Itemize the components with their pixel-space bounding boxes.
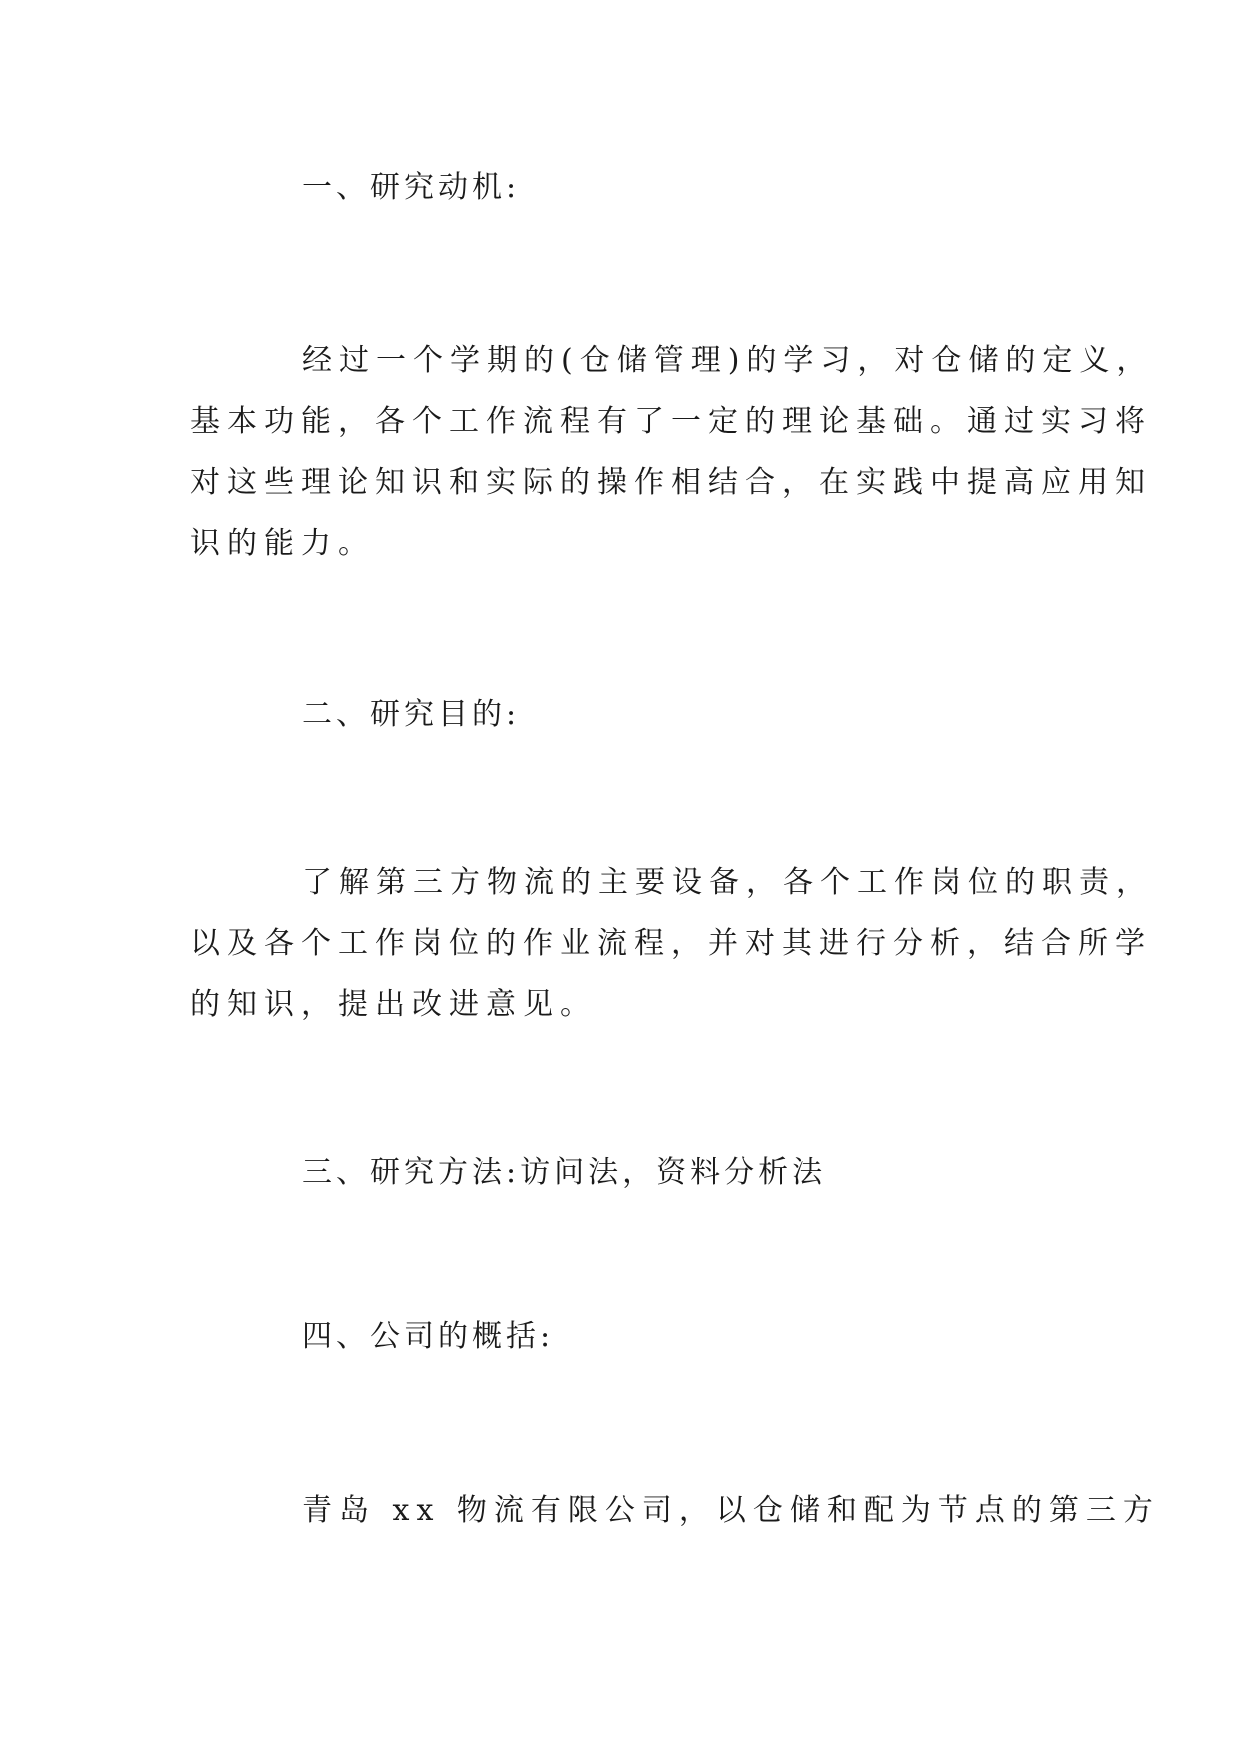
paragraph-purpose — [190, 852, 1153, 1035]
paragraph-line: 基本功能，各个工作流程有了一定的理论基础。通过实习将 — [190, 404, 1152, 439]
paragraph-line: 的知识，提出改进意见。 — [190, 987, 597, 1022]
paragraph-line: 以及各个工作岗位的作业流程，并对其进行分析，结合所学 — [190, 926, 1152, 961]
paragraph-line: 了解第三方物流的主要设备，各个工作岗位的职责， — [302, 865, 1153, 900]
paragraph-line: 青岛 xx 物流有限公司，以仓储和配为节点的第三方 — [302, 1493, 1160, 1528]
section-heading-company-overview: 四、公司的概括: — [302, 1319, 555, 1354]
section-heading-methods: 三、研究方法:访问法，资料分析法 — [302, 1155, 827, 1190]
section-heading-purpose: 二、研究目的: — [302, 697, 521, 732]
paragraph-motivation — [190, 330, 1154, 574]
paragraph-line: 识的能力。 — [190, 526, 375, 561]
paragraph-line: 经过一个学期的(仓储管理)的学习，对仓储的定义， — [302, 343, 1154, 378]
paragraph-company-overview — [190, 1480, 1160, 1541]
section-heading-motivation: 一、研究动机: — [302, 170, 521, 205]
paragraph-line: 对这些理论知识和实际的操作相结合，在实践中提高应用知 — [190, 465, 1152, 500]
